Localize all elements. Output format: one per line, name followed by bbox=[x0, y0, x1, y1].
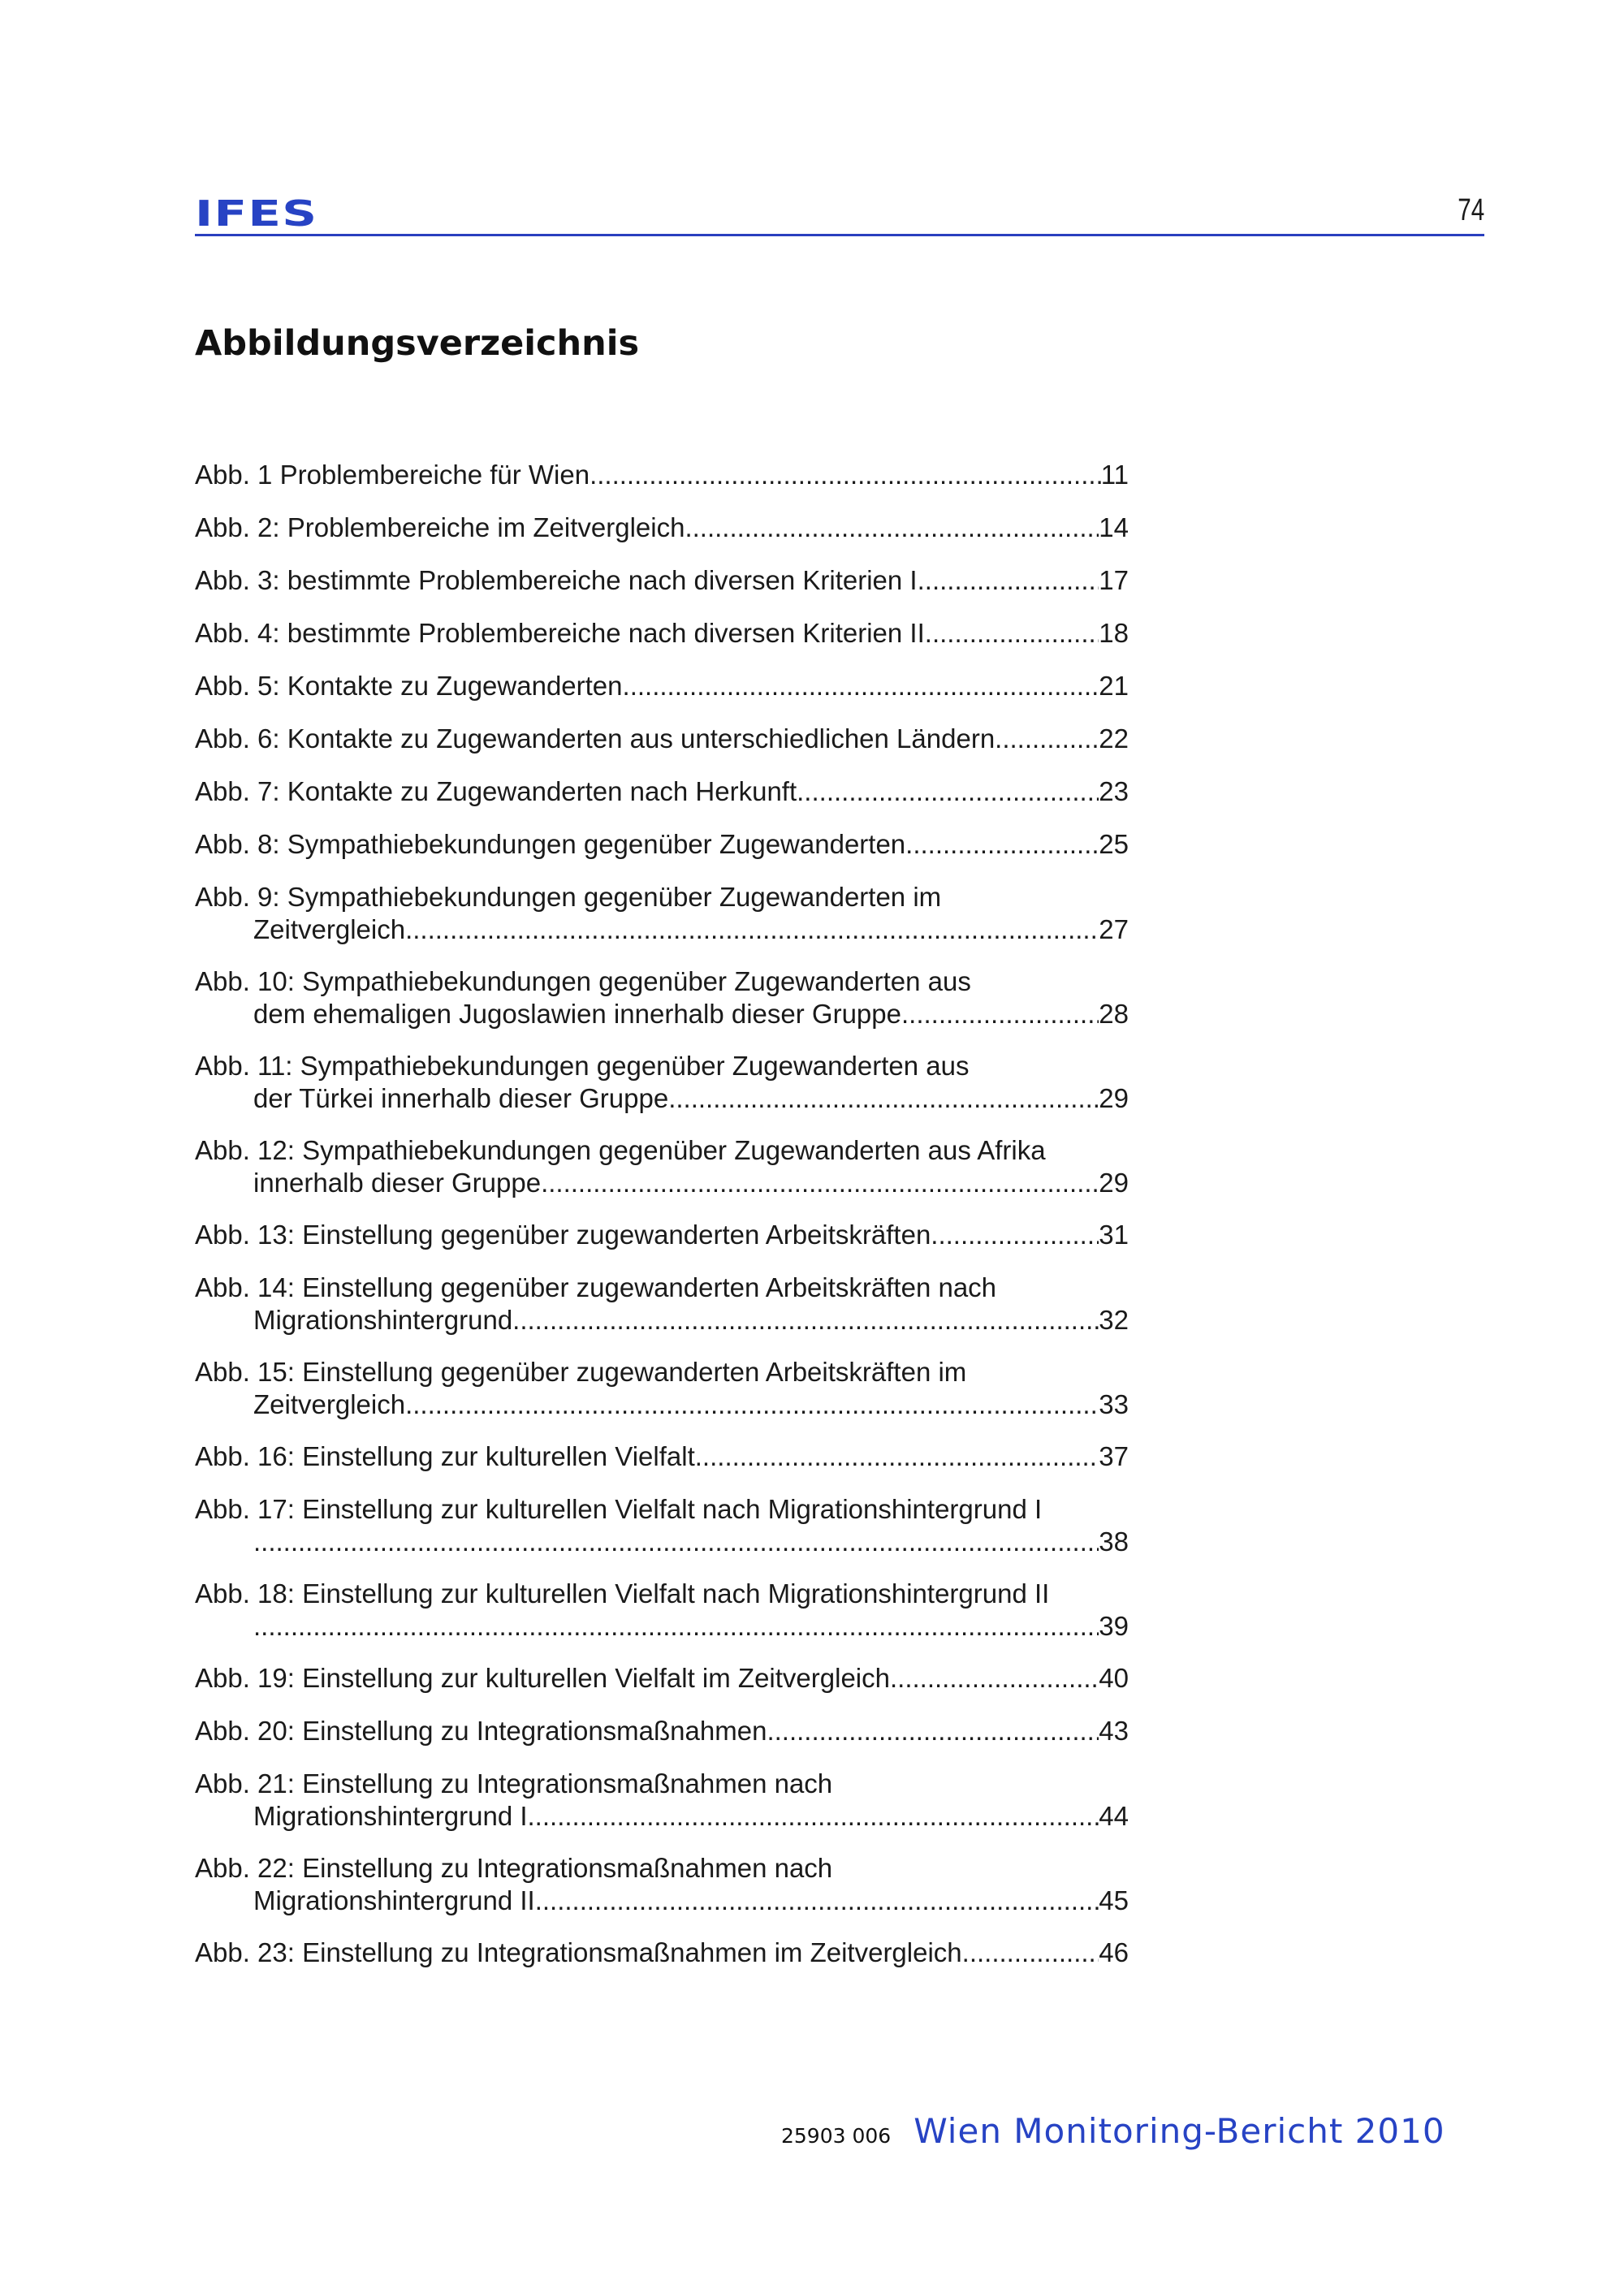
toc-entry-line bbox=[195, 1167, 1129, 1199]
toc-entry-text: Abb. 10: Sympathiebekundungen gegenüber Zugewanderten aus bbox=[195, 966, 971, 996]
toc-entry-text: Abb. 5: Kontakte zu Zugewanderten bbox=[195, 671, 623, 701]
toc-entry-line bbox=[195, 617, 1129, 650]
toc-entry-line bbox=[195, 1440, 1129, 1473]
toc-entry-line bbox=[195, 1800, 1129, 1833]
toc-entry-text: Abb. 1 Problembereiche für Wien bbox=[195, 460, 590, 490]
toc-entry-line bbox=[195, 965, 1129, 998]
toc-entry-line bbox=[195, 1852, 1129, 1885]
toc-entry-text: Abb. 20: Einstellung zu Integrationsmaßnahmen bbox=[195, 1716, 767, 1746]
dot-leader bbox=[797, 775, 1099, 808]
dot-leader bbox=[767, 1715, 1099, 1747]
toc-entry-line bbox=[195, 1578, 1129, 1610]
toc-entry-line bbox=[195, 775, 1129, 808]
toc-entry[interactable] bbox=[195, 1852, 1129, 1917]
toc-page-number: 18 bbox=[1099, 618, 1129, 648]
toc-entry-text: Abb. 9: Sympathiebekundungen gegenüber Zugewanderten im bbox=[195, 882, 942, 912]
toc-entry-line bbox=[195, 670, 1129, 702]
toc-page-number: 46 bbox=[1099, 1937, 1129, 1967]
dot-leader bbox=[962, 1937, 1099, 1969]
toc-entry[interactable] bbox=[195, 564, 1129, 597]
toc-entry[interactable] bbox=[195, 1219, 1129, 1251]
page-title: Abbildungsverzeichnis bbox=[195, 323, 640, 364]
toc-entry-text: Abb. 3: bestimmte Problembereiche nach diversen Kriterien I bbox=[195, 565, 918, 595]
toc-entry-text: Abb. 8: Sympathiebekundungen gegenüber Zugewanderten bbox=[195, 829, 906, 859]
dot-leader bbox=[901, 998, 1099, 1030]
toc-entry[interactable] bbox=[195, 1440, 1129, 1473]
toc-entry-text: Abb. 19: Einstellung zur kulturellen Vielfalt im Zeitvergleich bbox=[195, 1663, 890, 1693]
toc-entry-line bbox=[195, 1082, 1129, 1115]
footer-code: 25903 006 bbox=[781, 2124, 892, 2148]
toc-entry-text: Zeitvergleich bbox=[253, 1389, 406, 1419]
toc-entry-text: Abb. 12: Sympathiebekundungen gegenüber Zugewanderten aus Afrika bbox=[195, 1135, 1046, 1165]
toc-entry-line bbox=[195, 881, 1129, 913]
toc-entry-line bbox=[195, 1050, 1129, 1082]
dot-leader bbox=[623, 670, 1099, 702]
dot-leader bbox=[695, 1440, 1099, 1473]
toc-entry-text: Migrationshintergrund I bbox=[253, 1801, 528, 1831]
toc-entry-text: Migrationshintergrund bbox=[253, 1305, 513, 1335]
toc-entry-line bbox=[195, 1272, 1129, 1304]
toc-entry[interactable] bbox=[195, 775, 1129, 808]
toc-entry-text: Abb. 13: Einstellung gegenüber zugewanderten Arbeitskräften bbox=[195, 1220, 931, 1250]
toc-entry[interactable] bbox=[195, 1272, 1129, 1337]
toc-page-number: 32 bbox=[1099, 1305, 1129, 1335]
toc-page-number: 45 bbox=[1099, 1885, 1129, 1915]
toc-entry[interactable] bbox=[195, 1662, 1129, 1695]
toc-entry-line bbox=[195, 828, 1129, 861]
toc-entry-line bbox=[195, 1493, 1129, 1526]
toc-page-number: 38 bbox=[1099, 1527, 1129, 1557]
toc-entry[interactable] bbox=[195, 1715, 1129, 1747]
toc-entry[interactable] bbox=[195, 1356, 1129, 1421]
toc-entry-text: der Türkei innerhalb dieser Gruppe bbox=[253, 1083, 669, 1113]
toc-entry-line bbox=[195, 459, 1129, 491]
toc-entry-line bbox=[195, 1768, 1129, 1800]
dot-leader bbox=[905, 828, 1099, 861]
toc-entry[interactable] bbox=[195, 1578, 1129, 1643]
dot-leader bbox=[590, 459, 1101, 491]
page-header bbox=[195, 188, 1484, 236]
toc-entry-text: Abb. 6: Kontakte zu Zugewanderten aus unterschiedlichen Ländern bbox=[195, 723, 996, 754]
toc-page-number: 28 bbox=[1099, 999, 1129, 1029]
toc-entry[interactable] bbox=[195, 881, 1129, 946]
toc-entry-line bbox=[195, 564, 1129, 597]
toc-page-number: 44 bbox=[1099, 1801, 1129, 1831]
toc-entry-text: Migrationshintergrund II bbox=[253, 1885, 535, 1915]
toc-entry-line bbox=[195, 512, 1129, 544]
toc-page-number: 40 bbox=[1099, 1663, 1129, 1693]
toc-page-number: 29 bbox=[1099, 1083, 1129, 1113]
toc-entry-line bbox=[195, 1356, 1129, 1388]
toc-page-number: 14 bbox=[1099, 512, 1129, 542]
dot-leader bbox=[253, 1610, 1099, 1643]
toc-page-number: 29 bbox=[1099, 1168, 1129, 1198]
toc-entry[interactable] bbox=[195, 1050, 1129, 1115]
toc-entry-line bbox=[195, 1610, 1129, 1643]
toc-page-number: 33 bbox=[1099, 1389, 1129, 1419]
toc-entry-line bbox=[195, 1885, 1129, 1917]
toc-entry-text: innerhalb dieser Gruppe bbox=[253, 1168, 542, 1198]
toc-page-number: 39 bbox=[1099, 1611, 1129, 1641]
ifes-logo: IFES bbox=[195, 193, 318, 235]
toc-entry-text: Abb. 2: Problembereiche im Zeitvergleich bbox=[195, 512, 685, 542]
toc-entry-text: Abb. 4: bestimmte Problembereiche nach diversen Kriterien II bbox=[195, 618, 925, 648]
toc-entry[interactable] bbox=[195, 1937, 1129, 1969]
toc-entry-text: Abb. 17: Einstellung zur kulturellen Vielfalt nach Migrationshintergrund I bbox=[195, 1494, 1043, 1524]
toc-page-number: 31 bbox=[1099, 1220, 1129, 1250]
dot-leader bbox=[405, 1388, 1099, 1421]
dot-leader bbox=[528, 1800, 1099, 1833]
toc-entry-text: Zeitvergleich bbox=[253, 914, 406, 944]
dot-leader bbox=[890, 1662, 1099, 1695]
toc-entry-line bbox=[195, 1134, 1129, 1167]
toc-entry-text: dem ehemaligen Jugoslawien innerhalb dieser Gruppe bbox=[253, 999, 901, 1029]
toc-entry-text: Abb. 7: Kontakte zu Zugewanderten nach Herkunft bbox=[195, 776, 797, 806]
toc-page-number: 21 bbox=[1099, 671, 1129, 701]
toc-entry[interactable] bbox=[195, 459, 1129, 491]
toc-entry-line bbox=[195, 1662, 1129, 1695]
toc-entry-text: Abb. 15: Einstellung gegenüber zugewanderten Arbeitskräften im bbox=[195, 1357, 967, 1387]
toc-entry[interactable] bbox=[195, 828, 1129, 861]
toc-entry-text: Abb. 23: Einstellung zu Integrationsmaßnahmen im Zeitvergleich bbox=[195, 1937, 962, 1967]
dot-leader bbox=[253, 1526, 1099, 1558]
toc-entry[interactable] bbox=[195, 512, 1129, 544]
toc-entry-line bbox=[195, 1526, 1129, 1558]
toc-page-number: 23 bbox=[1099, 776, 1129, 806]
toc-entry-text: Abb. 14: Einstellung gegenüber zugewanderten Arbeitskräften nach bbox=[195, 1272, 997, 1302]
toc-page-number: 25 bbox=[1099, 829, 1129, 859]
figure-list bbox=[195, 459, 1129, 1989]
dot-leader bbox=[512, 1304, 1099, 1337]
toc-entry-text: Abb. 16: Einstellung zur kulturellen Vielfalt bbox=[195, 1441, 695, 1471]
toc-entry-line bbox=[195, 1219, 1129, 1251]
toc-entry-text: Abb. 21: Einstellung zu Integrationsmaßnahmen nach bbox=[195, 1768, 833, 1799]
dot-leader bbox=[931, 1219, 1099, 1251]
toc-entry-line bbox=[195, 1715, 1129, 1747]
toc-page-number: 17 bbox=[1099, 565, 1129, 595]
toc-entry[interactable] bbox=[195, 1493, 1129, 1558]
toc-entry[interactable] bbox=[195, 617, 1129, 650]
toc-entry[interactable] bbox=[195, 1134, 1129, 1199]
dot-leader bbox=[405, 913, 1099, 946]
toc-entry-line bbox=[195, 723, 1129, 755]
toc-entry[interactable] bbox=[195, 670, 1129, 702]
toc-entry[interactable] bbox=[195, 1768, 1129, 1833]
toc-page-number: 27 bbox=[1099, 914, 1129, 944]
dot-leader bbox=[685, 512, 1099, 544]
footer-title: Wien Monitoring-Bericht 2010 bbox=[914, 2111, 1445, 2151]
toc-entry[interactable] bbox=[195, 723, 1129, 755]
toc-page-number: 11 bbox=[1100, 460, 1129, 490]
dot-leader bbox=[925, 617, 1099, 650]
toc-entry-text: Abb. 18: Einstellung zur kulturellen Vielfalt nach Migrationshintergrund II bbox=[195, 1578, 1050, 1609]
toc-entry-text: Abb. 22: Einstellung zu Integrationsmaßnahmen nach bbox=[195, 1853, 833, 1883]
toc-entry-line bbox=[195, 913, 1129, 946]
toc-page-number: 37 bbox=[1099, 1441, 1129, 1471]
toc-entry[interactable] bbox=[195, 965, 1129, 1030]
toc-entry-text: Abb. 11: Sympathiebekundungen gegenüber Zugewanderten aus bbox=[195, 1051, 970, 1081]
dot-leader bbox=[668, 1082, 1099, 1115]
dot-leader bbox=[535, 1885, 1099, 1917]
dot-leader bbox=[918, 564, 1099, 597]
toc-entry-line bbox=[195, 1304, 1129, 1337]
page-footer bbox=[781, 2111, 1445, 2151]
dot-leader bbox=[541, 1167, 1099, 1199]
toc-entry-line bbox=[195, 998, 1129, 1030]
toc-entry-line bbox=[195, 1388, 1129, 1421]
toc-page-number: 22 bbox=[1099, 723, 1129, 754]
dot-leader bbox=[995, 723, 1099, 755]
toc-page-number: 43 bbox=[1099, 1716, 1129, 1746]
toc-entry-line bbox=[195, 1937, 1129, 1969]
page-number: 74 bbox=[1458, 193, 1484, 227]
